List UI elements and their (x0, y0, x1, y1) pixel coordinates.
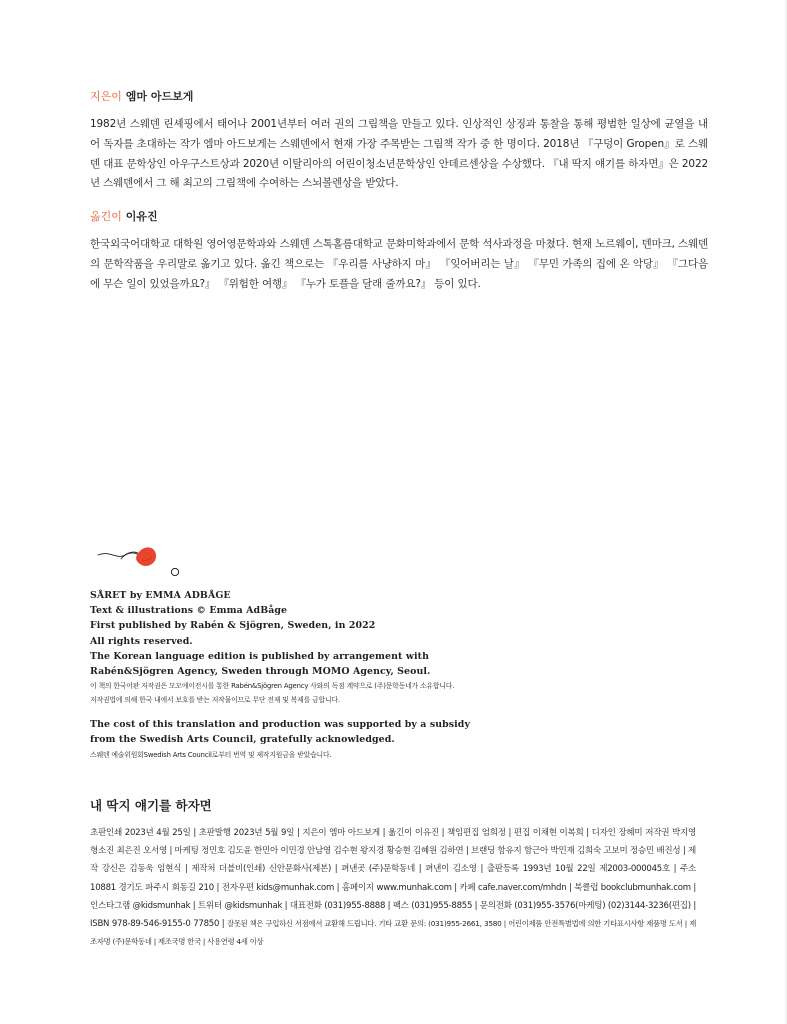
subsidy-en-line: The cost of this translation and production was supported by a subsidy (90, 719, 471, 731)
colophon (90, 796, 696, 951)
author-bio: 1982년 스웨덴 린셰핑에서 태어나 2001년부터 여러 권의 그림책을 만들고 있다. 인상적인 상징과 통찰을 통해 평범한 일상에 균열을 내어 독자를 초대하는 작가 엠마 아드보게는 스웨덴에서 현재 가장 주목받는 그림책 작가 중 한 명이다. 2018년 『구덩이 Gropen』로 스웨덴 대표 문학상인 아우구스트상과 2020년 이탈리아의 어린이청소년문학상인 안데르센상을 수상했다. 『내 딱지 얘기를 하자면』은 2022년 스웨덴에서 그 해 최고의 그림책에 수여하는 스뇌볼렌상을 받았다. (90, 118, 708, 190)
credit-ko-line: 이 책의 한국어판 저작권은 모모에이전시를 통한 Rabén&Sjögren Agency 사와의 독점 계약으로 (주)문학동네가 소유합니다. (90, 682, 455, 691)
book-title: 내 딱지 얘기를 하자면 (90, 798, 212, 813)
translator-role: 옮긴이 (90, 210, 122, 223)
credit-en-line: The Korean language edition is published by arrangement with (90, 650, 429, 662)
author-name: 엠마 아드보게 (125, 90, 194, 103)
colophon-text (90, 824, 696, 951)
credit-en-line: First published by Rabén & Sjögren, Sweden, in 2022 (90, 620, 376, 632)
author-role: 지은이 (90, 90, 122, 103)
colophon-small-print: 잘못된 책은 구입하신 서점에서 교환해 드립니다. 기타 교환 문의: (031)955-2661, 3580 | 어린이제품 안전특별법에 의한 기타표시사항 제품명 도서 | 제조자명 (주)문학동네 | 제조국명 한국 | 사용연령 4세 이상 (90, 919, 696, 947)
translator-section (90, 208, 708, 294)
credit-en-line: SÅRET by EMMA ADBÅGE (90, 590, 231, 601)
translator-bio: 한국외국어대학교 대학원 영어영문학과와 스웨덴 스톡홀름대학교 문화미학과에서 문학 석사과정을 마쳤다. 현재 노르웨이, 덴마크, 스웨덴의 문학작품을 우리말로 옮기고 있다. 옮긴 책으로는 『우리를 사냥하지 마』 『잊어버리는 날』 『무민 가족의 집에 온 악당』 『그다음에 무슨 일이 있었을까요?』 『위험한 여행』 『누가 토플을 달래 줄까요?』 등이 있다. (90, 238, 708, 290)
translator-name: 이유진 (125, 210, 158, 223)
author-heading (90, 88, 708, 104)
spacer (90, 707, 690, 717)
colophon-main: 초판인쇄 2023년 4월 25일 | 초판발행 2023년 5월 9일 | 지은이 엠마 아드보게 | 옮긴이 이유진 | 책임편집 엄희정 | 편집 이채현 이복희 | 디자인 장혜미 저작권 박지영 형소진 최은진 오서영 | 마케팅 정민호 김도윤 한민아 이민경 안남영 김수현 왕지경 황승현 김혜원 김하연 | 브랜딩 함유지 함근아 박민재 김희숙 고보미 정승민 배진성 | 제작 강신은 김동욱 임현식 | 제작처 더블비(인쇄) 신안문화사(제본) | 펴낸곳 (주)문학동네 | 펴낸이 김소영 | 출판등록 1993년 10월 22일 제2003-000045호 | 주소 10881 경기도 파주시 회동길 210 | 전자우편 kids@munhak.com | 홈페이지 www.munhak.com | 카페 cafe.naver.com/mhdn | 북클럽 bookclubmunhak.com | 인스타그램 @kidsmunhak | 트위터 @kidsmunhak | 대표전화 (031)955-8888 | 팩스 (031)955-8855 | 문의전화 (031)955-3576(마케팅) (02)3144-3236(편집) | ISBN 978-89-546-9155-0 77850 | (90, 828, 696, 930)
credit-ko-line: 저작권법에 의해 한국 내에서 보호를 받는 저작물이므로 무단 전재 및 복제를 금합니다. (90, 696, 340, 705)
subsidy-en-line: from the Swedish Arts Council, gratefully acknowledged. (90, 734, 395, 746)
credit-en-line: All rights reserved. (90, 635, 193, 647)
author-section (90, 88, 708, 194)
scab-illustration-icon (95, 544, 195, 580)
translator-heading (90, 208, 708, 224)
credit-en-line: Text & illustrations © Emma AdBåge (90, 605, 288, 617)
credit-en-line: Rabén&Sjögren Agency, Sweden through MOMO Agency, Seoul. (90, 666, 431, 678)
subsidy-ko-line: 스웨덴 예술위원회Swedish Arts Council로부터 번역 및 제작지원금을 받았습니다. (90, 750, 332, 759)
copyright-credits (90, 588, 690, 762)
